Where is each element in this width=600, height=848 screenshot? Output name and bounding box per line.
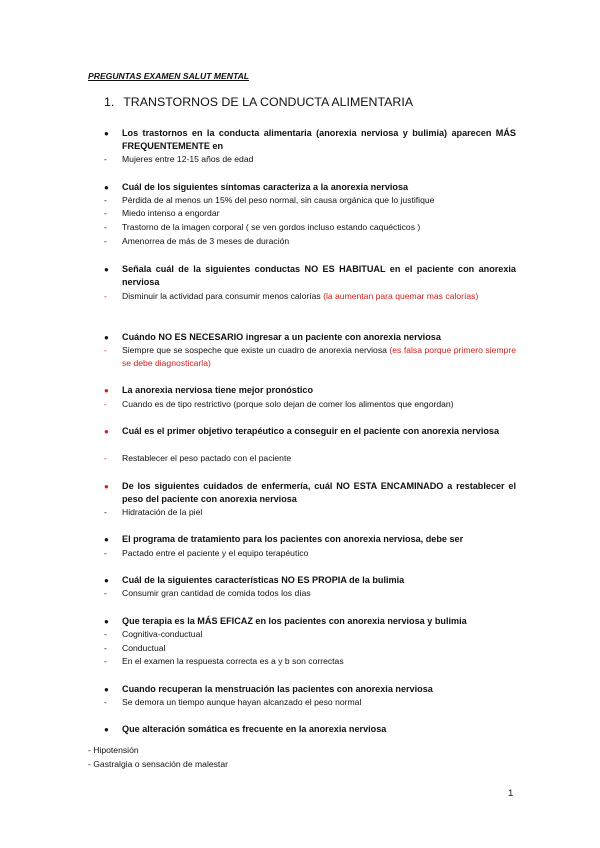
answer-text: Cuando es de tipo restrictivo (porque solo dejan de comer los alimentos que engordan)	[122, 399, 454, 409]
answer-item	[104, 587, 516, 600]
answer-text: Pactado entre el paciente y el equipo terapéutico	[122, 548, 309, 558]
dash-icon: -	[104, 548, 107, 558]
answer-item	[104, 655, 516, 668]
answer-text: En el examen la respuesta correcta es a y b son correctas	[122, 656, 344, 666]
answer-text: Amenorrea de más de 3 meses de duración	[122, 236, 290, 246]
bullet-icon: ●	[104, 333, 109, 342]
question-text: De los siguientes cuidados de enfermería, cuál NO ESTA ENCAMINADO a restablecer el peso del paciente con anorexia nerviosa	[122, 481, 516, 504]
dash-icon: -	[104, 656, 107, 666]
dash-icon: -	[104, 236, 107, 246]
dash-icon: -	[104, 588, 107, 598]
answer-item	[104, 398, 516, 411]
answer-item	[104, 290, 516, 303]
dash-icon: -	[104, 643, 107, 653]
answer-text: Mujeres entre 12-15 años de edad	[122, 154, 254, 164]
section-title: TRANSTORNOS DE LA CONDUCTA ALIMENTARIA	[123, 95, 414, 109]
question-text: Que terapia es la MÁS EFICAZ en los pacientes con anorexia nerviosa y bulimia	[122, 616, 467, 626]
answer-item	[104, 452, 516, 465]
answer-text: Disminuir la actividad para consumir menos calorías	[122, 291, 324, 301]
question-2	[104, 181, 516, 194]
bullet-icon: ●	[104, 427, 109, 436]
bullet-icon: ●	[104, 265, 109, 274]
dash-icon: -	[104, 291, 107, 301]
answer-note: (la aumentan para quemar mas calorías)	[323, 291, 479, 301]
section-number: 1.	[104, 95, 115, 109]
answer-item	[104, 344, 516, 370]
final-answer: - Gastralgia o sensación de malestar	[88, 759, 228, 769]
answer-note: (es falsa porque primero siempre se debe diagnosticarla)	[122, 345, 516, 368]
question-9	[104, 574, 516, 587]
bullet-icon: ●	[104, 535, 109, 544]
answer-text: Pérdida de al menos un 15% del peso normal, sin causa orgánica que lo justifique	[122, 195, 435, 205]
answer-text: Se demora un tiempo aunque hayan alcanzado el peso normal	[122, 697, 362, 707]
question-8	[104, 533, 516, 546]
answer-item	[104, 153, 516, 166]
question-text: Los trastornos en la conducta alimentaria (anorexia nerviosa y bulimia) aparecen MÁS FREQUENTEMENTE en	[122, 128, 516, 151]
question-6	[104, 425, 516, 438]
question-text: La anorexia nerviosa tiene mejor pronóstico	[122, 385, 314, 395]
bullet-icon: ●	[104, 617, 109, 626]
answer-item	[104, 207, 516, 220]
bullet-icon: ●	[104, 725, 109, 734]
question-text: Cuando recuperan la menstruación las pacientes con anorexia nerviosa	[122, 684, 433, 694]
dash-icon: -	[104, 697, 107, 707]
answer-text: Miedo intenso a engordar	[122, 208, 220, 218]
answer-text: Conductual	[122, 643, 166, 653]
answer-text: Cognitiva-conductual	[122, 629, 203, 639]
dash-icon: -	[104, 507, 107, 517]
answer-item	[104, 194, 516, 207]
dash-icon: -	[104, 154, 107, 164]
answer-item	[104, 642, 516, 655]
page-number: 1	[508, 788, 514, 799]
question-5	[104, 384, 516, 397]
question-text: Cuál es el primer objetivo terapéutico a conseguir en el paciente con anorexia nerviosa	[122, 426, 500, 436]
dash-icon: -	[104, 629, 107, 639]
dash-icon: -	[104, 453, 107, 463]
dash-icon: -	[104, 195, 107, 205]
question-1	[104, 127, 516, 153]
bullet-icon: ●	[104, 129, 109, 138]
answer-item	[104, 696, 516, 709]
question-7	[104, 480, 516, 506]
question-text: Cuál de los siguientes síntomas caracteriza a la anorexia nerviosa	[122, 182, 409, 192]
answer-item	[104, 506, 516, 519]
answer-text: Siempre que se sospeche que existe un cuadro de anorexia nerviosa	[122, 345, 390, 355]
answer-item	[104, 235, 516, 248]
answer-item	[104, 221, 516, 234]
answer-item	[104, 547, 516, 560]
answer-item	[104, 628, 516, 641]
question-4	[104, 331, 516, 344]
bullet-icon: ●	[104, 576, 109, 585]
document-title: PREGUNTAS EXAMEN SALUT MENTAL	[88, 71, 250, 81]
dash-icon: -	[104, 399, 107, 409]
question-3	[104, 263, 516, 289]
bullet-icon: ●	[104, 685, 109, 694]
question-text: Señala cuál de la siguientes conductas NO ES HABITUAL en el paciente con anorexia nerviosa	[122, 264, 516, 287]
answer-text: Consumir gran cantidad de comida todos los días	[122, 588, 311, 598]
section-heading	[104, 95, 413, 109]
dash-icon: -	[104, 208, 107, 218]
question-11	[104, 683, 516, 696]
question-text: El programa de tratamiento para los pacientes con anorexia nerviosa, debe ser	[122, 534, 464, 544]
answer-text: Restablecer el peso pactado con el paciente	[122, 453, 292, 463]
question-text: Cuál de la siguientes características NO ES PROPIA de la bulimia	[122, 575, 405, 585]
question-10	[104, 615, 516, 628]
bullet-icon: ●	[104, 386, 109, 395]
dash-icon: -	[104, 222, 107, 232]
answer-text: Hidratación de la piel	[122, 507, 203, 517]
final-answer: - Hipotensión	[88, 745, 139, 755]
bullet-icon: ●	[104, 482, 109, 491]
answer-text: Trastorno de la imagen corporal ( se ven gordos incluso estando caquécticos )	[122, 222, 421, 232]
question-12	[104, 723, 516, 736]
dash-icon: -	[104, 345, 107, 355]
question-text: Que alteración somática es frecuente en la anorexia nerviosa	[122, 724, 387, 734]
question-text: Cuándo NO ES NECESARIO ingresar a un paciente con anorexia nerviosa	[122, 332, 441, 342]
bullet-icon: ●	[104, 183, 109, 192]
